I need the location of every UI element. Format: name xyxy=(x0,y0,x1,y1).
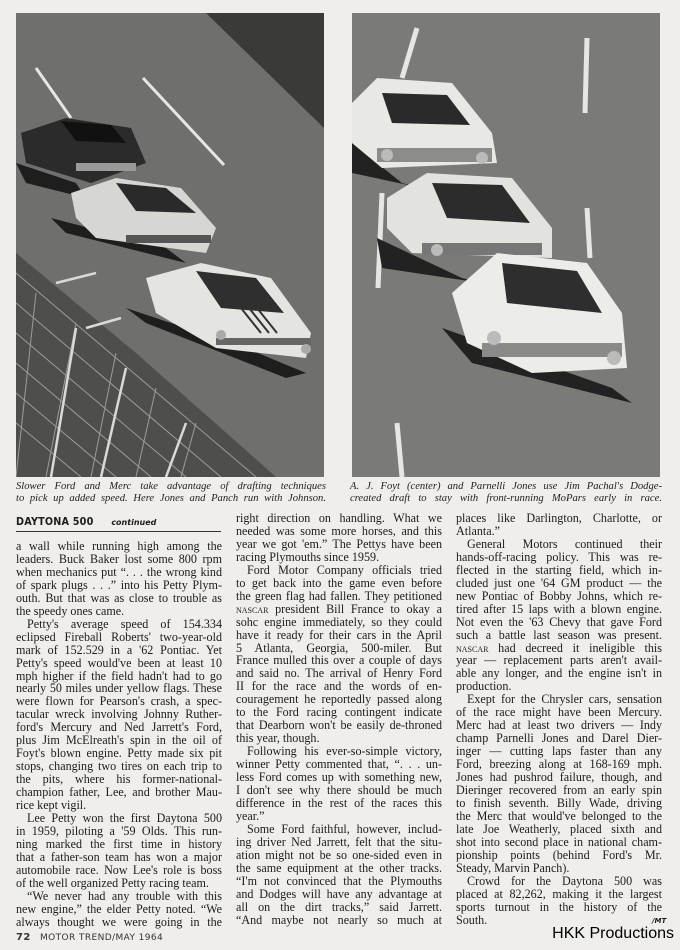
article-line: ford's Mercury and Ned Jarrett's Ford, xyxy=(16,720,222,735)
article-line: sports turnout in the history of the xyxy=(456,899,662,914)
article-line: that a father-son team has won a major xyxy=(16,849,222,864)
article-line: in 1959, piloting a '59 Olds. This run- xyxy=(16,823,222,838)
article-line: nearly 50 miles under yellow flags. These xyxy=(16,681,222,696)
section-header xyxy=(16,510,221,532)
article-line: the pits, where his former-national- xyxy=(16,772,222,787)
article-line: automobile race. Now Lee's role is boss xyxy=(16,862,222,877)
article-line: couragement he reportedly passed along xyxy=(236,692,442,707)
article-line: stops, changing two tires on each trip to xyxy=(16,759,222,774)
page-footer xyxy=(16,932,163,943)
article-line: the same equipment at the other tracks. xyxy=(236,860,442,875)
article-line: France mulled this over a couple of days xyxy=(236,653,442,668)
article-line: champ Parnelli Jones and Darel Dier- xyxy=(456,731,662,746)
article-line: to finish seventh. Billy Wade, driving xyxy=(456,795,662,810)
article-line: new engine,” the elder Petty noted. “We xyxy=(16,901,222,916)
article-line: flected in the starting field, which in- xyxy=(456,562,662,577)
race-photo-left-illustration xyxy=(16,13,324,477)
caption-line: created draft to stay with front-running MoPars early in race. xyxy=(350,492,662,504)
caption-line: Slower Ford and Merc take advantage of drafting techniques xyxy=(16,481,326,492)
article-line: right direction on handling. What we xyxy=(236,511,442,525)
caption-line: A. J. Foyt (center) and Parnelli Jones use Jim Pachal's Dodge- xyxy=(350,481,662,492)
article-line: to get back into the game even before xyxy=(236,575,442,590)
article-line: places like Darlington, Charlotte, or xyxy=(456,511,662,525)
article-line: Ford, breezing along at 168-169 mph. xyxy=(456,757,662,772)
article-line: II for the race and the words of en- xyxy=(236,679,442,694)
article-line: 5 Atlanta, Georgia, 500-miler. But xyxy=(236,640,442,655)
article-line: to the Ford racing contingent indicate xyxy=(236,705,442,720)
photo-foyt-jones-draft xyxy=(352,13,660,477)
article-line: winner Petty commented that, “. . . un- xyxy=(236,757,442,772)
article-line: new Pontiac of Bobby Johns, which re- xyxy=(456,588,662,603)
article-line: Petty's average speed of 154.334 xyxy=(27,616,222,631)
article-line: hands-off-racing policy. This was re- xyxy=(456,549,662,564)
nascar-smallcaps: nascar xyxy=(236,601,269,616)
article-line: difference in the rest of the races this xyxy=(236,795,442,810)
article-line: Lee Petty won the first Daytona 500 xyxy=(27,811,222,826)
article-line: nascar president Bill France to okay a xyxy=(236,601,442,616)
article-line: rice kept vigil. xyxy=(16,798,87,813)
article-line: ing driver Ned Jarrett, felt that the situ- xyxy=(236,834,442,849)
page-number: 72 xyxy=(16,932,31,943)
article-line: South. xyxy=(456,912,488,927)
article-line: leaders. Buck Baker lost some 800 rpm xyxy=(16,551,222,566)
article-line: I don't see why there should be much xyxy=(236,783,442,798)
article-line: Merc had at least two drivers — Indy xyxy=(456,718,662,733)
article-line: able any longer, and the engine isn't in xyxy=(456,666,662,681)
article-line: Petty's speed would've been at least 10 xyxy=(16,655,222,670)
section-continued-label: continued xyxy=(111,518,157,527)
race-photo-right-illustration xyxy=(352,13,660,477)
article-line: “And maybe not nearly so much at xyxy=(236,912,442,927)
article-line: all on the dirt tracks,” said Jarrett. xyxy=(236,899,442,914)
article-line: of spark plugs . . .” into his Petty Plym- xyxy=(16,577,222,592)
article-line: Exept for the Chrysler cars, sensation xyxy=(467,692,662,707)
article-line: Following his ever-so-simple victory, xyxy=(247,744,442,759)
article-column-1 xyxy=(16,540,222,929)
watermark: HKK Productions xyxy=(552,925,674,942)
article-line: cluded just one '64 GM product — the xyxy=(456,575,662,590)
article-line: that Dearborn won't be easily de-throned xyxy=(236,718,442,733)
article-line: year.” xyxy=(236,808,265,823)
article-line: plus Jim McElreath's spin in the oil of xyxy=(16,733,222,748)
article-line: late Joe Weatherly, placed sixth and xyxy=(456,821,662,836)
article-line: Some Ford faithful, however, includ- xyxy=(247,821,442,836)
caption-line: to pick up added speed. Here Jones and Panch run with Johnson. xyxy=(16,492,326,504)
article-line: pionship points (behind Ford's Mr. xyxy=(456,847,662,862)
article-line: Dieringer recovered from an early spin xyxy=(456,783,662,798)
article-line: a wall while running high among the xyxy=(16,539,222,553)
article-line: tired after 15 laps with a blown engine. xyxy=(456,601,662,616)
article-line: Steady, Marvin Panch). xyxy=(456,860,570,875)
article-line: year — replacement parts aren't avail- xyxy=(456,653,662,668)
article-column-2 xyxy=(236,512,442,927)
photo-drafting-ford-merc xyxy=(16,13,324,477)
article-line: of the well organized Petty racing team. xyxy=(16,875,209,890)
article-line: the speedy ones came. xyxy=(16,603,125,618)
article-line: when mechanics put “. . . the wrong kind xyxy=(16,564,222,579)
nascar-smallcaps: nascar xyxy=(456,640,489,655)
article-line: have it ready for their cars in the April xyxy=(236,627,442,642)
section-title: DAYTONA 500 xyxy=(16,516,94,528)
article-line: Crowd for the Daytona 500 was xyxy=(467,873,662,888)
publication-line: MOTOR TREND/MAY 1964 xyxy=(39,933,164,943)
article-line: mph higher if the field hadn't had to go xyxy=(16,668,222,683)
article-line: shot into second place in national cham- xyxy=(456,834,662,849)
article-line: Not even the '63 Chevy that gave Ford xyxy=(456,614,662,629)
article-line: and Dodges will have any advantage at xyxy=(236,886,442,901)
article-line: less Ford comes up with something new, xyxy=(236,770,442,785)
article-column-3 xyxy=(456,512,662,927)
article-line: nascar had decreed it ineligible this xyxy=(456,640,662,655)
article-line: Jones had pushrod failure, though, and xyxy=(456,770,662,785)
article-line: the Merc that would've belonged to the xyxy=(456,808,662,823)
article-line: Atlanta.” xyxy=(456,523,500,538)
article-line: eclipsed Fireball Roberts' two-year-old xyxy=(16,629,222,644)
article-line: Foyt's blown engine. Petty made six pit xyxy=(16,746,222,761)
article-line: always thought we were going in the xyxy=(16,914,222,929)
article-line: General Motors continued their xyxy=(467,536,662,551)
article-line: year we got 'em.” The Pettys have been xyxy=(236,536,442,551)
photo-caption-left xyxy=(16,481,326,504)
article-line: inger — cutting laps faster than any xyxy=(456,744,662,759)
article-line: mark of 152.529 in a '62 Pontiac. Yet xyxy=(16,642,222,657)
article-line: racing Plymouths since 1959. xyxy=(236,549,380,564)
article-line: “We never had any trouble with this xyxy=(27,888,222,903)
article-line: “I'm not convinced that the Plymouths xyxy=(236,873,442,888)
article-line: ation might not be so one-sided even in xyxy=(236,847,442,862)
article-line: production. xyxy=(456,679,512,694)
article-line: and said no. The arrival of Henry Ford xyxy=(236,666,442,681)
article-line: were flown for Pearson's crash, a spec- xyxy=(16,694,222,709)
photo-caption-right xyxy=(350,481,662,504)
article-line: tacular wreck involving Johnny Ruther- xyxy=(16,707,222,722)
article-line: outh. But that was as close to trouble as xyxy=(16,590,222,605)
article-line: such a battle last season was present. xyxy=(456,627,662,642)
article-line: of the race might have been Mercury. xyxy=(456,705,662,720)
article-line: champion father, Lee, and brother Mau- xyxy=(16,785,222,800)
author-signoff: /MT xyxy=(652,917,667,925)
article-line: the green flag had fallen. They petitioned xyxy=(236,588,442,603)
article-line: sohc engine immediately, so they could xyxy=(236,614,442,629)
article-line: needed was some more horses, and this xyxy=(236,523,442,538)
article-line: Ford Motor Company officials tried xyxy=(247,562,442,577)
article-line: this year, though. xyxy=(236,731,320,746)
article-line: placed at 82,262, making it the largest xyxy=(456,886,662,901)
article-line: ning marked the first time in history xyxy=(16,836,222,851)
